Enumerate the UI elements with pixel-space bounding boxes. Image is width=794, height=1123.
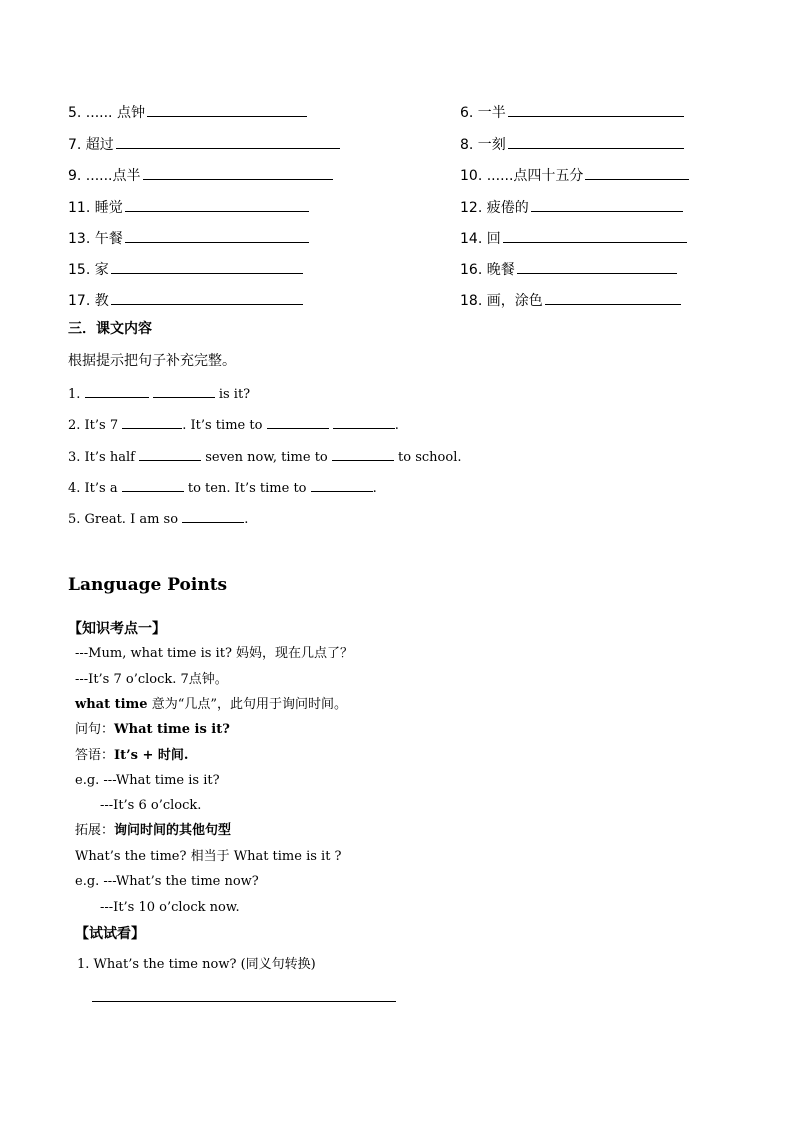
exercise-1: 1. What’s the time now? (同义句转换) <box>77 957 316 972</box>
vocab-label: 9. ......点半 <box>68 168 141 184</box>
extension-note <box>75 822 231 840</box>
vocab-item <box>68 291 303 310</box>
vocab-blank[interactable] <box>585 166 689 180</box>
blank[interactable] <box>122 478 184 492</box>
vocab-blank[interactable] <box>116 135 340 149</box>
sentence-3-text: seven now, time to <box>205 450 328 465</box>
vocab-label: 16. 晚餐 <box>460 262 515 278</box>
vocab-label: 10. ......点四十五分 <box>460 168 584 184</box>
vocab-item <box>460 198 683 217</box>
vocab-blank[interactable] <box>143 166 333 180</box>
vocab-blank[interactable] <box>111 260 303 274</box>
vocab-blank[interactable] <box>111 291 303 305</box>
sentence-4 <box>68 478 377 498</box>
blank[interactable] <box>311 478 373 492</box>
vocab-item <box>68 103 307 122</box>
sentence-2 <box>68 415 399 435</box>
vocab-item <box>68 135 340 154</box>
blank[interactable] <box>332 447 394 461</box>
sentence-5-end: . <box>244 512 249 527</box>
vocab-label: 14. 回 <box>460 231 501 247</box>
section-3-instruction: 根据提示把句子补充完整。 <box>68 353 236 369</box>
sentence-3-end: to school. <box>398 450 462 465</box>
equivalent-sentence: What’s the time? 相当于 What time is it ? <box>75 849 342 864</box>
sentence-1-text: is it? <box>218 387 251 402</box>
vocab-blank[interactable] <box>125 229 309 243</box>
vocab-item <box>460 135 684 154</box>
dialogue-question: ---Mum, what time is it? 妈妈，现在几点了？ <box>75 646 354 661</box>
what-time-note <box>75 696 347 714</box>
question-pattern <box>75 721 230 739</box>
sentence-3 <box>68 447 462 467</box>
vocab-item <box>460 229 687 248</box>
vocab-blank[interactable] <box>508 103 684 117</box>
answer-line[interactable] <box>92 1001 396 1002</box>
example-2-answer: ---It’s 10 o’clock now. <box>100 900 240 915</box>
vocab-label: 5. ...... 点钟 <box>68 105 145 121</box>
example-2-question: e.g. ---What’s the time now? <box>75 874 259 889</box>
sentence-1-number: 1. <box>68 387 81 402</box>
vocab-item <box>460 260 677 279</box>
vocab-blank[interactable] <box>503 229 687 243</box>
vocab-item <box>460 103 684 122</box>
sentence-5 <box>68 509 248 529</box>
vocab-label: 8. 一刻 <box>460 137 506 153</box>
sentence-1 <box>68 384 250 404</box>
vocab-item <box>460 291 681 310</box>
sentence-5-text: 5. Great. I am so <box>68 512 179 527</box>
blank[interactable] <box>153 384 215 398</box>
vocab-item <box>68 260 303 279</box>
sentence-4-end: . <box>372 481 377 496</box>
answer-value: It’s + 时间. <box>114 748 189 763</box>
knowledge-point-1: 【知识考点一】 <box>68 621 166 637</box>
blank[interactable] <box>267 415 329 429</box>
vocab-label: 17. 教 <box>68 293 109 309</box>
sentence-2-end: . <box>394 418 399 433</box>
answer-label: 答语： <box>75 748 115 763</box>
blank[interactable] <box>333 415 395 429</box>
vocab-item <box>460 166 689 185</box>
vocab-label: 7. 超过 <box>68 137 114 153</box>
blank[interactable] <box>122 415 182 429</box>
vocab-label: 11. 睡觉 <box>68 200 123 216</box>
sentence-2-text: . It’s time to <box>182 418 263 433</box>
sentence-4-text: to ten. It’s time to <box>187 481 307 496</box>
try-it-heading: 【试试看】 <box>75 926 145 942</box>
extension-value: 询问时间的其他句型 <box>114 823 232 838</box>
vocab-blank[interactable] <box>517 260 677 274</box>
vocab-label: 12. 疲倦的 <box>460 200 529 216</box>
section-3-title: 三．课文内容 <box>68 321 152 337</box>
blank[interactable] <box>139 447 201 461</box>
question-value: What time is it? <box>114 722 230 737</box>
blank[interactable] <box>85 384 149 398</box>
vocab-label: 18. 画，涂色 <box>460 293 543 309</box>
sentence-3-text: 3. It’s half <box>68 450 135 465</box>
vocab-blank[interactable] <box>147 103 307 117</box>
sentence-2-text: 2. It’s 7 <box>68 418 119 433</box>
vocab-label: 6. 一半 <box>460 105 506 121</box>
vocab-item <box>68 198 309 217</box>
answer-pattern <box>75 747 188 765</box>
language-points-title: Language Points <box>68 575 228 595</box>
example-1-question: e.g. ---What time is it? <box>75 773 220 788</box>
vocab-label: 15. 家 <box>68 262 109 278</box>
example-1-answer: ---It’s 6 o’clock. <box>100 798 202 813</box>
vocab-blank[interactable] <box>545 291 681 305</box>
vocab-item <box>68 166 333 185</box>
extension-label: 拓展： <box>75 823 115 838</box>
vocab-label: 13. 午餐 <box>68 231 123 247</box>
question-label: 问句： <box>75 722 115 737</box>
what-time-term: what time <box>75 697 148 712</box>
blank[interactable] <box>182 509 244 523</box>
vocab-blank[interactable] <box>531 198 683 212</box>
sentence-4-text: 4. It’s a <box>68 481 118 496</box>
vocab-blank[interactable] <box>125 198 309 212</box>
dialogue-answer: ---It’s 7 o’clock. 7点钟。 <box>75 672 228 687</box>
vocab-blank[interactable] <box>508 135 684 149</box>
vocab-item <box>68 229 309 248</box>
what-time-meaning: 意为“几点”，此句用于询问时间。 <box>147 697 348 712</box>
